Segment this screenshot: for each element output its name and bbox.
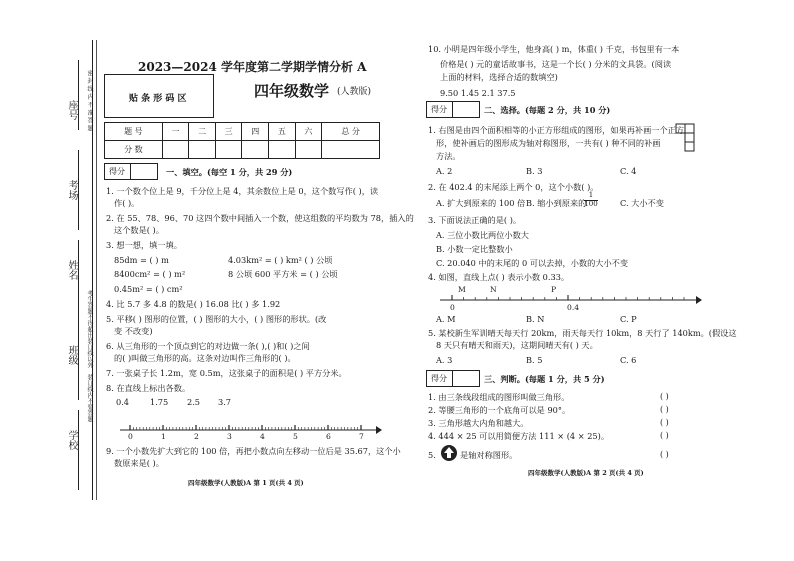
q4-tick-0: 0 [450, 303, 455, 312]
exam-title: 2023—2024 学年度第二学期学情分析 A [138, 60, 367, 74]
q8-tick-label: 2 [194, 432, 199, 441]
s2-q1-line1: 1. 右图是由四个面积相等的小正方形组成的图形，如果再补画一个正方 [428, 125, 685, 135]
q8-tick-label: 3 [227, 432, 232, 441]
s2-q2-opt-a: A. 扩大到原来的 100 倍 [436, 198, 526, 208]
q8-num-2: 1.75 [150, 397, 169, 407]
q2-line2: 这个数是( )。 [114, 225, 164, 235]
q6-line1: 6. 从三角形的一个顶点到它的对边做一条( ),( )和( )之间 [106, 341, 310, 351]
s2-q2: 2. 在 402.4 的末尾添上两个 0，这个小数( )。 [428, 182, 599, 192]
school-blank [78, 410, 79, 490]
exam-room-blank [78, 150, 79, 230]
seat-label: 座号 [66, 100, 77, 120]
seat-blank [78, 60, 79, 130]
section2-scorebox [426, 101, 480, 118]
s2-q3: 3. 下面说法正确的是( )。 [428, 215, 522, 225]
q7: 7. 一张桌子长 1.2m，宽 0.5m，这张桌子的面积是( ) 平方分米。 [106, 368, 347, 378]
s2-q4-opt-a: A. M [436, 314, 456, 324]
point-n-label: N [490, 285, 497, 294]
section3-scorebox [426, 370, 480, 387]
q3-title: 3. 想一想，填一填。 [106, 240, 182, 250]
score-cell[interactable] [295, 141, 322, 159]
score-col-3: 三 [215, 123, 242, 141]
s2-q5-opt-a: A. 3 [436, 355, 453, 365]
s2-q1-line3: 方法。 [436, 151, 461, 161]
q6-line2: 的( )叫做三角形的高。这条对边叫作三角形的( )。 [114, 353, 296, 363]
s2-q3-opt-a: A. 三位小数比两位小数大 [436, 230, 529, 240]
q3-row2b: 8 公顷 600 平方米 = ( ) 公顷 [228, 269, 338, 279]
binding-line-2 [96, 40, 97, 500]
score-col-1: 一 [162, 123, 189, 141]
edition: (人教版) [337, 87, 372, 97]
score-col-total: 总 分 [322, 123, 380, 141]
s2-q1-opt-c: C. 4 [620, 166, 637, 176]
score-label: 得分 [105, 164, 131, 179]
school-label: 学校 [66, 430, 77, 450]
score-col-6: 六 [295, 123, 322, 141]
section1-title: 一、填空。(每空 1 分，共 29 分) [166, 167, 293, 177]
section3-title: 三、判断。(每题 1 分，共 5 分) [484, 374, 605, 384]
four-squares-figure [672, 122, 702, 164]
q3-row1b: 4.03km² = ( ) km² ( ) 公顷 [228, 255, 333, 265]
score-cell[interactable] [242, 141, 269, 159]
s2-q1-opt-b: B. 3 [526, 166, 543, 176]
q3-row2a: 8400cm² = ( ) m² [114, 269, 186, 279]
s2-q5-line1: 5. 某校新生军训晴天每天行 20km，雨天每天行 10km，8 天行了 140km。(假设这 [428, 328, 737, 338]
fraction-den: 100 [584, 199, 598, 208]
q10-line1: 10. 小明是四年级小学生，他身高( ) m，体重( ) 千克，书包里有一本 [428, 44, 680, 54]
s2-q5-opt-c: C. 6 [620, 355, 637, 365]
s2-q1-line2: 形，使补画后的图形成为轴对称图形，一共有( ) 种不同的补画 [436, 138, 661, 148]
section2-title: 二、选择。(每题 2 分，共 10 分) [484, 105, 611, 115]
q3-row1a: 85dm = ( ) m [114, 255, 169, 265]
score-row-label: 分 数 [105, 141, 163, 159]
arrow-figure-icon [440, 444, 458, 462]
name-label: 姓名 [66, 260, 77, 280]
s2-q5-line2: 8 天只有晴天和雨天)，这期间晴天有( ) 天。 [436, 340, 598, 350]
q8-tick-label: 0 [128, 432, 133, 441]
fraction [584, 192, 598, 208]
s3-item-5-answer[interactable]: ( ) [660, 450, 669, 459]
q8-tick-label: 4 [260, 432, 265, 441]
footer-right: 四年级数学(人教版)A 第 2 页(共 4 页) [528, 469, 644, 477]
q1-line2: 作( )。 [114, 198, 140, 208]
class-label: 班级 [66, 345, 77, 365]
q8-num-1: 0.4 [116, 397, 130, 407]
score-label: 得分 [427, 102, 453, 117]
q4-tick-04: 0.4 [567, 303, 580, 312]
q8-num-3: 2.5 [187, 397, 201, 407]
class-blank [78, 320, 79, 400]
barcode-area [104, 74, 214, 118]
s3-item-2: 2. 等腰三角形的一个底角可以是 90°。 [428, 405, 571, 415]
subject-title: 四年级数学 [254, 82, 330, 100]
s3-item-1-answer[interactable]: ( ) [660, 392, 669, 401]
s3-item-3: 3. 三角形越大内角和越大。 [428, 418, 529, 428]
s3-item-1: 1. 由三条线段组成的图形叫做三角形。 [428, 392, 570, 402]
q10-numbers: 9.50 1.45 2.1 37.5 [440, 88, 516, 98]
footer-left: 四年级数学(人教版)A 第 1 页(共 4 页) [188, 479, 304, 487]
s2-q1-opt-a: A. 2 [436, 166, 453, 176]
score-blank[interactable] [453, 371, 479, 386]
s2-q3-opt-c: C. 20.040 中的末尾的 0 可以去掉，小数的大小不变 [436, 258, 629, 268]
s2-q3-opt-b: B. 小数一定比整数小 [436, 244, 513, 254]
q10-line3: 上面的材料，选择合适的数填空) [440, 72, 558, 82]
fraction-num: 1 [584, 192, 598, 201]
point-m-label: M [458, 285, 466, 294]
score-col-header: 题 号 [105, 123, 163, 141]
s3-item-2-answer[interactable]: ( ) [660, 405, 669, 414]
s3-item-5: 是轴对称图形。 [460, 450, 518, 460]
score-blank[interactable] [131, 164, 157, 179]
score-cell[interactable] [215, 141, 242, 159]
q8-tick-label: 5 [293, 432, 298, 441]
score-cell[interactable] [162, 141, 189, 159]
score-col-4: 四 [242, 123, 269, 141]
q5-line1: 5. 平移( ) 图形的位置，( ) 图形的大小，( ) 图形的形状。(改 [106, 314, 327, 324]
score-cell[interactable] [322, 141, 380, 159]
score-label: 得分 [427, 371, 453, 386]
q4: 4. 比 5.7 多 4.8 的数是( ) 16.08 比( ) 多 1.92 [106, 299, 281, 309]
s2-q2-opt-b: B. 缩小到原来的 [526, 198, 587, 208]
section1-scorebox [104, 163, 158, 180]
s3-item-4-answer[interactable]: ( ) [660, 431, 669, 440]
s3-item-5-num: 5. [428, 450, 436, 460]
q8-tick-label: 6 [326, 432, 331, 441]
s2-q4: 4. 如图，直线上点( ) 表示小数 0.33。 [428, 272, 570, 282]
q1-line1: 1. 一个数个位上是 9，千分位上是 4，其余数位上是 0，这个数写作( )，读 [106, 186, 379, 196]
point-p-label: P [551, 285, 557, 294]
score-col-2: 二 [189, 123, 216, 141]
binding-notice: 考生答题不得超出装订线以外，装订线内不要答题 [86, 290, 93, 422]
s3-item-4: 4. 444 × 25 可以用简便方法 111 × (4 × 25)。 [428, 431, 610, 441]
seal-text: 密 封 线 内 不 准 答 题 [86, 70, 93, 132]
q9-line1: 9. 一个小数先扩大到它的 100 倍，再把小数点向左移动一位后是 35.67，这个小 [106, 446, 401, 456]
q8-number-line [120, 420, 382, 444]
score-blank[interactable] [453, 102, 479, 117]
name-blank [78, 240, 79, 320]
q8-title: 8. 在直线上标出各数。 [106, 383, 191, 393]
score-cell[interactable] [189, 141, 216, 159]
s2-q4-opt-c: C. P [620, 314, 637, 324]
s3-item-3-answer[interactable]: ( ) [660, 418, 669, 427]
score-cell[interactable] [269, 141, 296, 159]
score-col-5: 五 [269, 123, 296, 141]
s2-q4-opt-b: B. N [526, 314, 545, 324]
q5-line2: 变 不改变) [114, 326, 153, 336]
q9-line2: 数原来是( )。 [114, 458, 164, 468]
s2-q5-opt-b: B. 5 [526, 355, 543, 365]
q8-num-4: 3.7 [218, 397, 232, 407]
q8-tick-label: 7 [359, 432, 364, 441]
q10-line2: 价格是( ) 元的童话故事书，这是一个长( ) 分米的文具袋。(阅读 [440, 59, 672, 69]
barcode-label: 贴 条 形 码 区 [129, 94, 187, 104]
score-table [104, 122, 380, 159]
q8-tick-label: 1 [161, 432, 166, 441]
s2-q2-opt-c: C. 大小不变 [620, 198, 664, 208]
q2-line1: 2. 在 55、78、96、70 这四个数中间插入一个数，使这组数的平均数为 78，插入的 [106, 213, 414, 223]
exam-room-label: 考场 [66, 180, 77, 200]
q3-row3a: 0.45m² = ( ) cm² [114, 284, 183, 294]
